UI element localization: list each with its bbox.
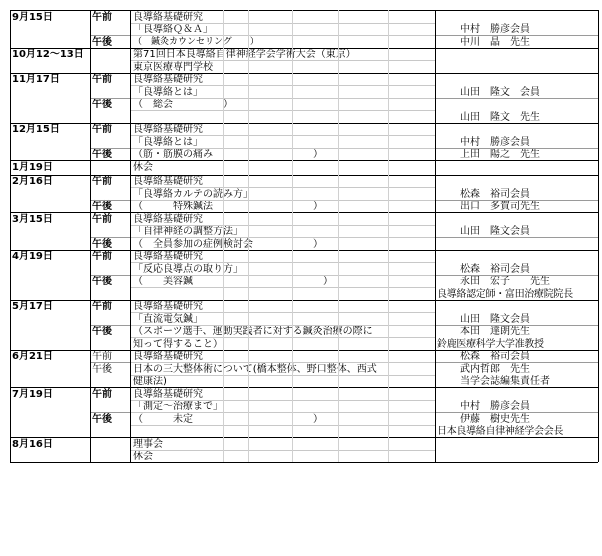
- speaker-name: 出口 多賀司先生: [460, 201, 540, 212]
- topic-text: （ 鍼灸カウンセリング ）: [133, 36, 259, 47]
- topic-text: （スポーツ選手、運動実践者に対する鍼灸治療の際に: [133, 326, 373, 337]
- date-label: 4月19日: [12, 251, 53, 262]
- column-divider: [130, 10, 131, 462]
- row-divider: [130, 200, 435, 201]
- speaker-name: 中村 勝彦会員: [460, 401, 530, 412]
- speaker-name: 山田 隆文会員: [460, 226, 530, 237]
- speaker-name: 中川 晶 先生: [460, 36, 530, 48]
- row-divider: [130, 85, 435, 86]
- speaker-name: 中村 勝彦会員: [460, 24, 530, 35]
- row-divider: [130, 148, 435, 149]
- speaker-name: 武内哲郎 先生: [460, 363, 530, 375]
- period-label: 午前: [92, 301, 112, 312]
- date-label: 2月16日: [12, 176, 53, 187]
- topic-text: 健康法): [133, 376, 167, 387]
- speaker-name: 伊藤 樹史先生: [460, 413, 530, 425]
- row-divider: [130, 337, 435, 338]
- topic-text: 「反応良導点の取り方」: [133, 263, 243, 275]
- row-divider: [130, 35, 435, 36]
- period-label: 午前: [92, 351, 112, 362]
- row-divider: [130, 375, 435, 376]
- column-divider: [388, 10, 389, 462]
- date-label: 1月19日: [12, 161, 53, 173]
- speaker-name: 松森 裕司会員: [460, 188, 530, 200]
- date-label: 8月16日: [12, 438, 53, 450]
- speaker-name: 鈴鹿医療科学大学准教授: [437, 338, 544, 350]
- row-divider: [130, 187, 435, 188]
- row-divider: [130, 312, 435, 313]
- period-label: 午前: [92, 124, 112, 135]
- topic-text: 「直流電気鍼」: [133, 313, 203, 325]
- topic-text: 東京医療専門学校: [133, 61, 213, 73]
- row-divider: [130, 362, 435, 363]
- topic-text: 「良導絡カルテの読み方」: [133, 188, 253, 200]
- row-divider: [10, 123, 598, 124]
- row-divider: [10, 212, 598, 213]
- column-divider: [338, 10, 339, 462]
- column-divider: [223, 10, 224, 462]
- period-label: 午後: [92, 99, 112, 110]
- column-divider: [598, 10, 599, 462]
- row-divider: [10, 387, 598, 388]
- row-divider: [10, 462, 598, 463]
- row-divider: [10, 73, 598, 74]
- row-divider: [10, 250, 598, 251]
- row-divider: [130, 275, 435, 276]
- date-label: 5月17日: [12, 301, 53, 312]
- row-divider: [130, 262, 435, 263]
- period-label: 午前: [92, 251, 112, 262]
- column-divider: [435, 10, 436, 462]
- period-label: 午前: [92, 11, 112, 23]
- row-divider: [130, 287, 435, 288]
- row-divider: [130, 60, 435, 61]
- topic-text: 「良導絡Ｑ＆Ａ」: [133, 24, 213, 35]
- period-label: 午前: [92, 176, 112, 187]
- row-divider: [130, 325, 435, 326]
- period-label: 午後: [92, 149, 112, 160]
- row-divider: [130, 225, 435, 226]
- speaker-name: 本田 達朗先生: [460, 326, 530, 337]
- topic-text: （ 総会 ）: [133, 99, 233, 110]
- date-label: 6月21日: [12, 351, 53, 362]
- period-label: 午後: [92, 363, 112, 375]
- date-label: 3月15日: [12, 213, 53, 225]
- row-divider: [130, 237, 435, 238]
- topic-text: 休会: [133, 161, 153, 173]
- speaker-name: 日本良導絡自律神経学会会長: [437, 426, 564, 437]
- topic-text: （ 美容鍼 ）: [133, 276, 333, 287]
- topic-text: （ 特殊鍼法 ）: [133, 201, 323, 212]
- topic-text: 良導絡基礎研究: [133, 388, 203, 400]
- speaker-name: 山田 隆文 会員: [460, 86, 540, 98]
- speaker-name: 山田 隆文会員: [460, 313, 530, 325]
- speaker-name: 当学会誌編集責任者: [460, 376, 550, 387]
- period-label: 午後: [92, 413, 112, 425]
- speaker-name: 山田 隆文 先生: [460, 111, 540, 123]
- row-divider: [130, 98, 435, 99]
- speaker-name: 永田 宏子 先生: [460, 276, 550, 287]
- period-label: 午後: [92, 36, 112, 48]
- speaker-name: 松森 裕司会員: [460, 263, 530, 275]
- topic-text: 良導絡基礎研究: [133, 351, 203, 362]
- date-label: 9月15日: [12, 11, 53, 23]
- topic-text: 第71回日本良導絡自律神経学会学術大会（東京）: [133, 49, 356, 60]
- row-divider: [130, 110, 435, 111]
- column-divider: [10, 10, 11, 462]
- period-label: 午前: [92, 388, 112, 400]
- speaker-name: 松森 裕司会員: [460, 351, 530, 362]
- period-label: 午前: [92, 213, 112, 225]
- column-divider: [248, 10, 249, 462]
- row-divider: [10, 160, 598, 161]
- column-divider: [292, 10, 293, 462]
- topic-text: 日本の三大整体術について(橋本整体、野口整体、西式: [133, 363, 377, 375]
- topic-text: 良導絡基礎研究: [133, 251, 203, 262]
- topic-text: 良導絡基礎研究: [133, 124, 203, 135]
- date-label: 7月19日: [12, 388, 53, 400]
- row-divider: [10, 437, 598, 438]
- date-label: 10月12～13日: [12, 49, 84, 60]
- topic-text: 知って得すること）: [133, 338, 223, 350]
- column-divider: [90, 10, 91, 462]
- row-divider: [130, 450, 435, 451]
- row-divider: [130, 412, 435, 413]
- topic-text: 休会: [133, 451, 153, 462]
- row-divider: [10, 10, 598, 11]
- topic-text: （筋・筋膜の痛み ）: [133, 149, 323, 160]
- row-divider: [130, 425, 435, 426]
- row-divider: [10, 48, 598, 49]
- speaker-name: 上田 陽之 先生: [460, 149, 540, 160]
- row-divider: [130, 135, 435, 136]
- topic-text: 理事会: [133, 438, 163, 450]
- topic-text: （ 全員参加の症例検討会 ）: [133, 238, 323, 250]
- row-divider: [130, 23, 435, 24]
- row-divider: [10, 175, 598, 176]
- topic-text: （ 未定 ）: [133, 413, 323, 425]
- speaker-name: 中村 勝彦会員: [460, 136, 530, 148]
- topic-text: 「良導絡とは」: [133, 136, 203, 148]
- period-label: 午後: [92, 238, 112, 250]
- topic-text: 「自律神経の調整方法」: [133, 226, 243, 237]
- topic-text: 良導絡基礎研究: [133, 213, 203, 225]
- row-divider: [130, 400, 435, 401]
- row-divider: [10, 300, 598, 301]
- speaker-name: 良導絡認定師・富田治療院院長: [437, 288, 573, 300]
- row-divider: [10, 350, 598, 351]
- date-label: 12月15日: [12, 124, 60, 135]
- topic-text: 「測定～治療まで」: [133, 401, 223, 412]
- topic-text: 良導絡基礎研究: [133, 176, 203, 187]
- topic-text: 良導絡基礎研究: [133, 301, 203, 312]
- topic-text: 「良導絡とは」: [133, 86, 203, 98]
- period-label: 午後: [92, 326, 112, 337]
- period-label: 午後: [92, 276, 112, 287]
- date-label: 11月17日: [12, 74, 60, 85]
- period-label: 午後: [92, 201, 112, 212]
- topic-text: 良導絡基礎研究: [133, 74, 203, 85]
- period-label: 午前: [92, 74, 112, 85]
- topic-text: 良導絡基礎研究: [133, 11, 203, 23]
